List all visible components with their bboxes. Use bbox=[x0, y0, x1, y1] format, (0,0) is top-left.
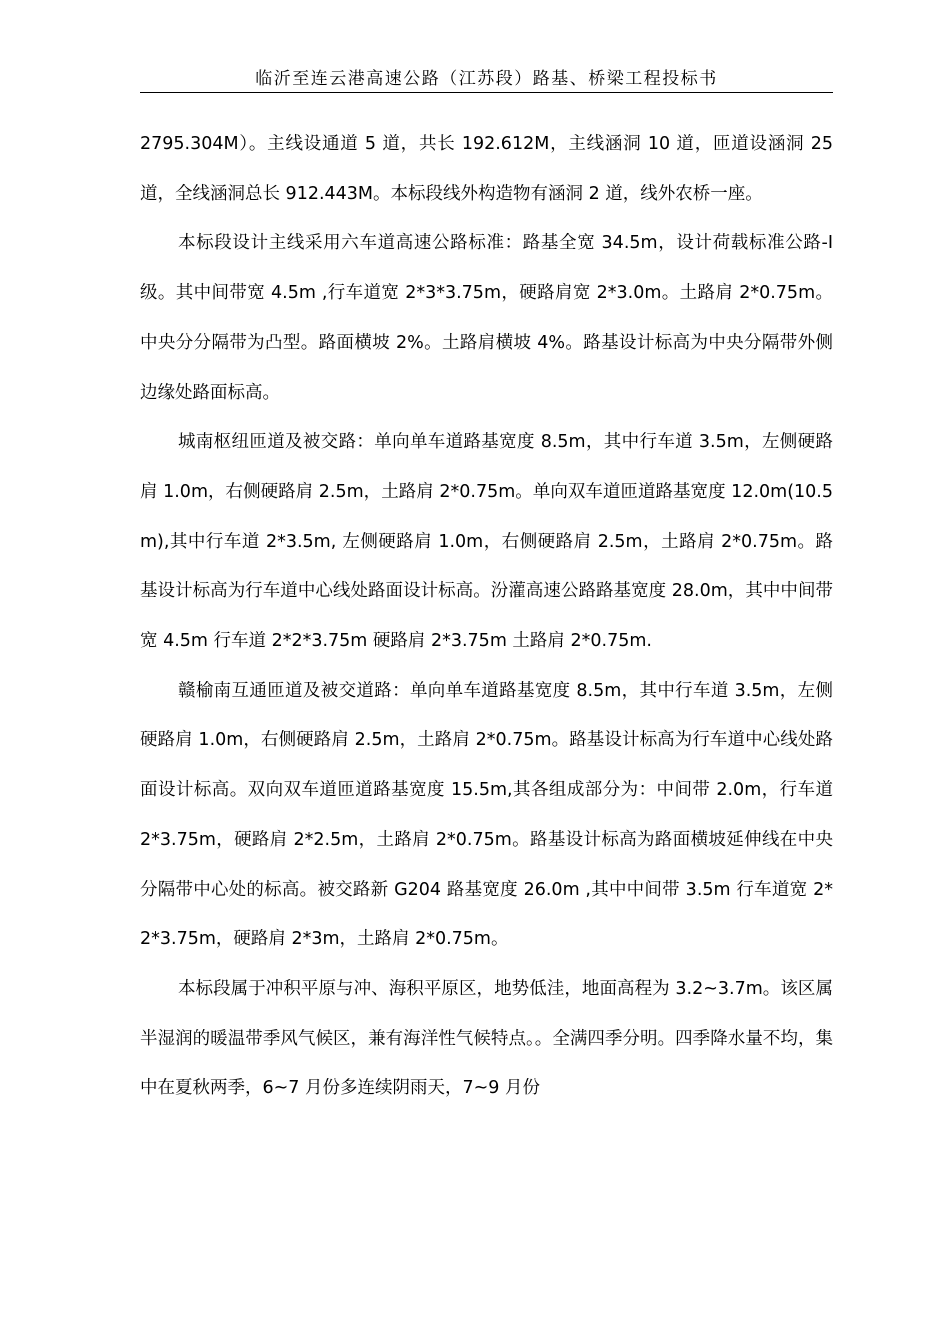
paragraph-ganyu-south-interchange: 赣榆南互通匝道及被交道路：单向单车道路基宽度 8.5m，其中行车道 3.5m，左侧硬路肩 1.0m，右侧硬路肩 2.5m，土路肩 2*0.75m。路基设计标高为行车道中心线处路面设计标高。双向双车道匝道路基宽度 15.5m,其各组成部分为：中间带 2.0m，行车道 2*3.75m，硬路肩 2*2.5m，土路肩 2*0.75m。路基设计标高为路面横坡延伸线在中央分隔带中心处的标高。被交路新 G204 路基宽度 26.0m ,其中中间带 3.5m 行车道宽 2*2*3.75m，硬路肩 2*3m，土路肩 2*0.75m。 bbox=[140, 680, 833, 950]
page-header: 临沂至连云港高速公路（江苏段）路基、桥梁工程投标书 bbox=[255, 69, 718, 89]
header-rule bbox=[140, 92, 833, 93]
paragraph-mainline-standard: 本标段设计主线采用六车道高速公路标准：路基全宽 34.5m，设计荷载标准公路-I 级。其中间带宽 4.5m ,行车道宽 2*3*3.75m，硬路肩宽 2*3.0m。土路肩 2*0.75m。中央分分隔带为凸型。路面横坡 2%。土路肩横坡 4%。路基设计标高为中央分隔带外侧边缘处路面标高。 bbox=[140, 233, 833, 403]
paragraph-continuation: 2795.304M）。主线设通道 5 道，共长 192.612M，主线涵洞 10 道，匝道设涵洞 25 道，全线涵洞总长 912.443M。本标段线外构造物有涵洞 2 道，线外农桥一座。 bbox=[140, 134, 833, 204]
paragraph-chengnan-hub: 城南枢纽匝道及被交路：单向单车道路基宽度 8.5m，其中行车道 3.5m，左侧硬路肩 1.0m，右侧硬路肩 2.5m，土路肩 2*0.75m。单向双车道匝道路基宽度 12.0m(10.5m),其中行车道 2*3.5m, 左侧硬路肩 1.0m，右侧硬路肩 2.5m，土路肩 2*0.75m。路基设计标高为行车道中心线处路面设计标高。汾灌高速公路路基宽度 28.0m，其中中间带宽 4.5m 行车道 2*2*3.75m 硬路肩 2*3.75m 土路肩 2*0.75m. bbox=[140, 432, 833, 652]
paragraph-terrain-climate: 本标段属于冲积平原与冲、海积平原区，地势低洼，地面高程为 3.2~3.7m。该区属半湿润的暖温带季风气候区，兼有海洋性气候特点。。全满四季分明。四季降水量不均，集中在夏秋两季，6~7 月份多连续阴雨天，7~9 月份 bbox=[140, 978, 833, 1099]
document-body bbox=[140, 120, 833, 1114]
